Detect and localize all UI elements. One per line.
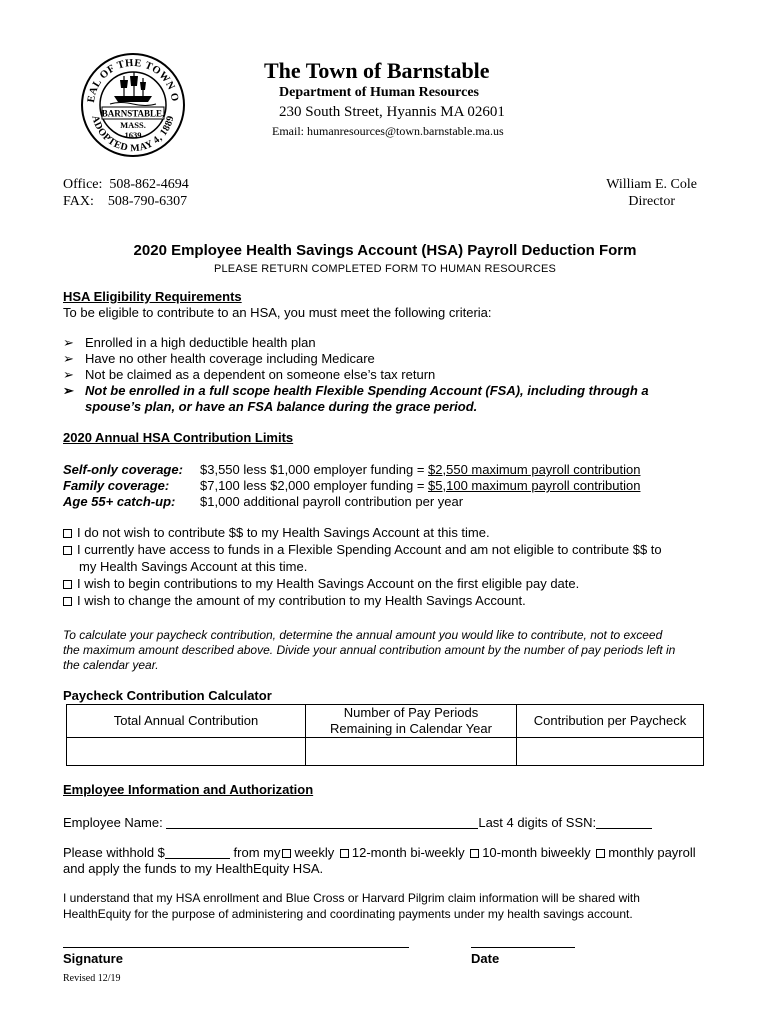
seal-graphic bbox=[80, 52, 186, 158]
calculator-heading: Paycheck Contribution Calculator bbox=[63, 688, 272, 703]
limits-row: Self-only coverage: $3,550 less $1,000 employer funding = $2,550 maximum payroll contribution bbox=[63, 462, 641, 477]
checkbox-monthly[interactable] bbox=[596, 849, 605, 858]
revision-note: Revised 12/19 bbox=[63, 973, 121, 984]
date-label: Date bbox=[471, 951, 500, 966]
limits-table bbox=[63, 462, 723, 510]
limits-heading: 2020 Annual HSA Contribution Limits bbox=[63, 430, 294, 445]
employee-heading: Employee Information and Authorization bbox=[63, 782, 314, 797]
option-row[interactable]: I currently have access to funds in a Flexible Spending Account and am not eligible to contribute $$ to bbox=[63, 541, 743, 558]
calculation-instructions: To calculate your paycheck contribution, determine the annual amount you would like to contribute, not to exceed the maximum amount described above. Divide your annual contribution amount by the number of pay periods left in the calendar year. bbox=[63, 628, 676, 672]
signature-label: Signature bbox=[63, 951, 123, 966]
annual-contribution-field[interactable] bbox=[67, 738, 306, 766]
employee-name-label: Employee Name: bbox=[63, 815, 163, 830]
list-item: ➢ Enrolled in a high deductible health plan bbox=[63, 335, 316, 350]
calculator-header-annual: Total Annual Contribution bbox=[67, 705, 306, 738]
employee-name-field[interactable] bbox=[166, 816, 478, 829]
seal-ring-top: EAL OF THE TOWN O bbox=[85, 57, 181, 104]
calculator-header-periods: Number of Pay Periods Remaining in Calendar Year bbox=[306, 705, 517, 738]
department-name: Department of Human Resources bbox=[279, 85, 479, 100]
checkbox-begin-contributions[interactable] bbox=[63, 580, 72, 589]
checkbox-weekly[interactable] bbox=[282, 849, 291, 858]
list-item: ➢ Have no other health coverage including Medicare bbox=[63, 351, 375, 366]
contribution-options bbox=[63, 524, 743, 609]
eligibility-list bbox=[63, 335, 713, 415]
checkbox-change-contribution[interactable] bbox=[63, 597, 72, 606]
eligibility-intro: To be eligible to contribute to an HSA, you must meet the following criteria: bbox=[63, 305, 492, 320]
option-row[interactable]: I wish to change the amount of my contribution to my Health Savings Account. bbox=[63, 592, 743, 609]
form-subtitle: PLEASE RETURN COMPLETED FORM TO HUMAN RESOURCES bbox=[213, 263, 557, 275]
option-continuation: my Health Savings Account at this time. bbox=[79, 559, 308, 574]
eligibility-heading: HSA Eligibility Requirements bbox=[63, 289, 242, 304]
arrow-bullet-icon: ➢ bbox=[63, 383, 74, 398]
limits-row: Age 55+ catch-up: $1,000 additional payroll contribution per year bbox=[63, 494, 464, 509]
seal-year: 1639 bbox=[124, 130, 142, 140]
option-row[interactable]: I do not wish to contribute $$ to my Health Savings Account at this time. bbox=[63, 524, 743, 541]
department-address: 230 South Street, Hyannis MA 02601 bbox=[279, 104, 505, 120]
date-line[interactable] bbox=[471, 947, 575, 948]
town-name: The Town of Barnstable bbox=[264, 58, 490, 83]
fax-number: FAX: 508-790-6307 bbox=[63, 194, 188, 209]
arrow-bullet-icon: ➢ bbox=[63, 335, 74, 350]
limits-row: Family coverage: $7,100 less $2,000 employer funding = $5,100 maximum payroll contribution bbox=[63, 478, 641, 493]
seal-ring-bottom: ADOPTED MAY 4, 1889 bbox=[89, 114, 177, 155]
checkbox-10-month-biweekly[interactable] bbox=[470, 849, 479, 858]
employee-name-row bbox=[63, 815, 652, 831]
calculator-header-per-paycheck: Contribution per Paycheck bbox=[517, 705, 704, 738]
withhold-amount-field[interactable] bbox=[165, 846, 230, 859]
arrow-bullet-icon: ➢ bbox=[63, 367, 74, 382]
list-item-continuation: spouse’s plan, or have an FSA balance during the grace period. bbox=[85, 399, 478, 414]
ssn-label: Last 4 digits of SSN: bbox=[478, 815, 597, 830]
checkbox-fsa-ineligible[interactable] bbox=[63, 546, 72, 555]
calculator-table bbox=[66, 704, 704, 766]
list-item: ➢ Not be enrolled in a full scope health Flexible Spending Account (FSA), including through a bbox=[63, 383, 649, 398]
withhold-row: Please withhold $ from my weekly 12-month bi-weekly 10-month biweekly monthly payroll bbox=[63, 845, 696, 860]
director-title: Director bbox=[628, 194, 675, 209]
seal-banner: BARNSTABLE, bbox=[101, 108, 165, 119]
pay-periods-field[interactable] bbox=[306, 738, 517, 766]
office-phone: Office: 508-862-4694 bbox=[63, 177, 189, 192]
checkbox-12-month-biweekly[interactable] bbox=[340, 849, 349, 858]
seal-state: MASS. bbox=[120, 120, 146, 130]
option-row[interactable]: I wish to begin contributions to my Health Savings Account on the first eligible pay date. bbox=[63, 575, 743, 592]
signature-line[interactable] bbox=[63, 947, 409, 948]
town-seal bbox=[80, 52, 186, 158]
ssn-field[interactable] bbox=[596, 816, 652, 829]
form-title: 2020 Employee Health Savings Account (HSA) Payroll Deduction Form bbox=[133, 242, 637, 259]
director-name: William E. Cole bbox=[606, 177, 697, 192]
checkbox-no-contribution[interactable] bbox=[63, 529, 72, 538]
department-email: Email: humanresources@town.barnstable.ma.us bbox=[272, 124, 504, 138]
arrow-bullet-icon: ➢ bbox=[63, 351, 74, 366]
consent-text: I understand that my HSA enrollment and Blue Cross or Harvard Pilgrim claim information will be shared with HealthEquity for the purpose of administering and coordinating payments under my health savings account. bbox=[63, 891, 640, 921]
list-item: ➢ Not be claimed as a dependent on someone else’s tax return bbox=[63, 367, 436, 382]
per-paycheck-field[interactable] bbox=[517, 738, 704, 766]
withhold-row-line2: and apply the funds to my HealthEquity HSA. bbox=[63, 861, 324, 876]
